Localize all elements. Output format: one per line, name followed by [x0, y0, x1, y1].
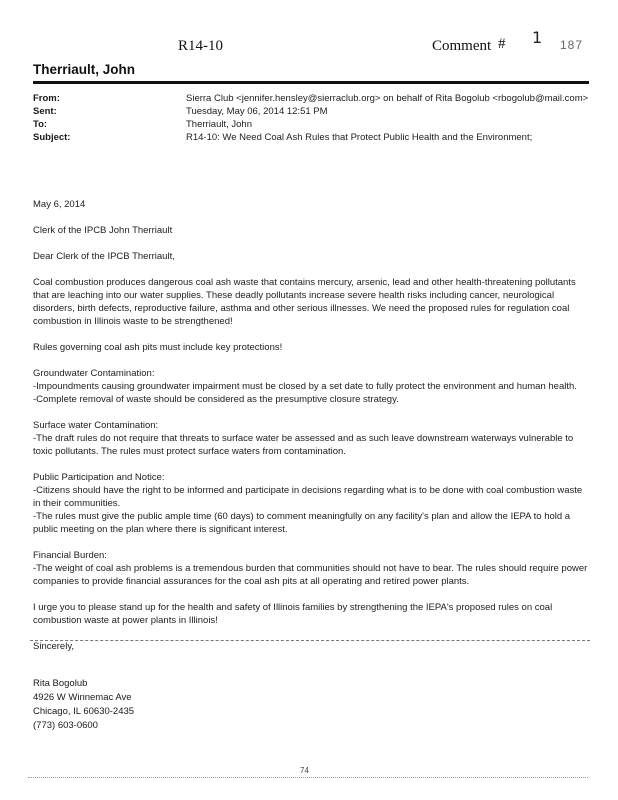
financial-burden-point-1: -The weight of coal ash problems is a tremendous burden that communities should not have to bear. The rules should require power companies to provide financial assurances for the coal ash pits at all operating and retired power plants. [33, 563, 588, 587]
public-participation-section [33, 471, 589, 536]
footer-divider [28, 777, 588, 778]
header-divider [33, 81, 589, 84]
email-metadata [33, 92, 589, 144]
financial-burden-heading: Financial Burden: [33, 550, 107, 561]
sent-row [33, 105, 589, 118]
docket-number: R14-10 [178, 38, 223, 54]
to-row [33, 118, 589, 131]
surface-water-section [33, 419, 589, 458]
scan-underline-mark [30, 640, 590, 641]
letter-intro: Coal combustion produces dangerous coal ash waste that contains mercury, arsenic, lead and other health-threatening pollutants that are leaching into our water supplies. These deadly pollutants increase severe health risks including cancer, neurological disorders, birth defects, reproductive failure, asthma and other serious illnesses. We need the proposed rules for regulation coal combustion in Illinois waste to be strengthened! [33, 277, 576, 327]
to-value: Therriault, John [186, 119, 253, 130]
letter-date: May 6, 2014 [33, 199, 86, 210]
sent-value: Tuesday, May 06, 2014 12:51 PM [186, 106, 328, 117]
recipient-name: Therriault, John [33, 62, 136, 77]
public-participation-point-2: -The rules must give the public ample time (60 days) to comment meaningfully on any facility's plan and allow the IEPA to hold a public meeting on the plan where there is significant interest. [33, 511, 571, 535]
public-participation-heading: Public Participation and Notice: [33, 472, 165, 483]
letter-addressee: Clerk of the IPCB John Therriault [33, 225, 173, 236]
signer-phone: (773) 603-0600 [33, 720, 98, 731]
from-label: From: [33, 93, 60, 104]
signer-name: Rita Bogolub [33, 678, 88, 689]
to-label: To: [33, 119, 48, 130]
subject-value: R14-10: We Need Coal Ash Rules that Protect Public Health and the Environment; [186, 132, 533, 143]
subject-row [33, 131, 589, 144]
comment-hash: # [498, 36, 506, 52]
page-number: 74 [300, 766, 309, 775]
letter-signoff: Sincerely, [33, 641, 75, 652]
surface-water-heading: Surface water Contamination: [33, 420, 159, 431]
from-row [33, 92, 589, 105]
subject-label: Subject: [33, 132, 71, 143]
signer-street: 4926 W Winnemac Ave [33, 692, 132, 703]
groundwater-heading: Groundwater Contamination: [33, 368, 155, 379]
comment-number-handwritten: 1 [532, 28, 543, 47]
financial-burden-section [33, 549, 589, 588]
groundwater-section [33, 367, 589, 406]
letter-salutation: Dear Clerk of the IPCB Therriault, [33, 251, 175, 262]
groundwater-point-1: -Impoundments causing groundwater impairment must be closed by a set date to fully protect the environment and human health. [33, 381, 577, 392]
sent-label: Sent: [33, 106, 57, 117]
comment-label: Comment [432, 38, 492, 54]
letter-body [33, 198, 589, 666]
page-stamp: 187 [560, 38, 584, 52]
signer-city: Chicago, IL 60630-2435 [33, 706, 135, 717]
surface-water-point-1: -The draft rules do not require that threats to surface water be assessed and as such leave downstream waterways vulnerable to toxic pollutants. The rules must protect surface waters from contamination. [33, 433, 574, 457]
letter-protections: Rules governing coal ash pits must include key protections! [33, 342, 283, 353]
from-value: Sierra Club <jennifer.hensley@sierraclub.org> on behalf of Rita Bogolub <rbogolub@mail.com> [186, 93, 589, 104]
closing-plea: I urge you to please stand up for the health and safety of Illinois families by strengthening the IEPA's proposed rules on coal combustion waste at power plants in Illinois! [33, 602, 553, 626]
public-participation-point-1: -Citizens should have the right to be informed and participate in decisions regarding what is to be done with coal combustion waste in their communities. [33, 485, 583, 509]
groundwater-point-2: -Complete removal of waste should be considered as the presumptive closure strategy. [33, 394, 399, 405]
signature-block [33, 677, 333, 733]
